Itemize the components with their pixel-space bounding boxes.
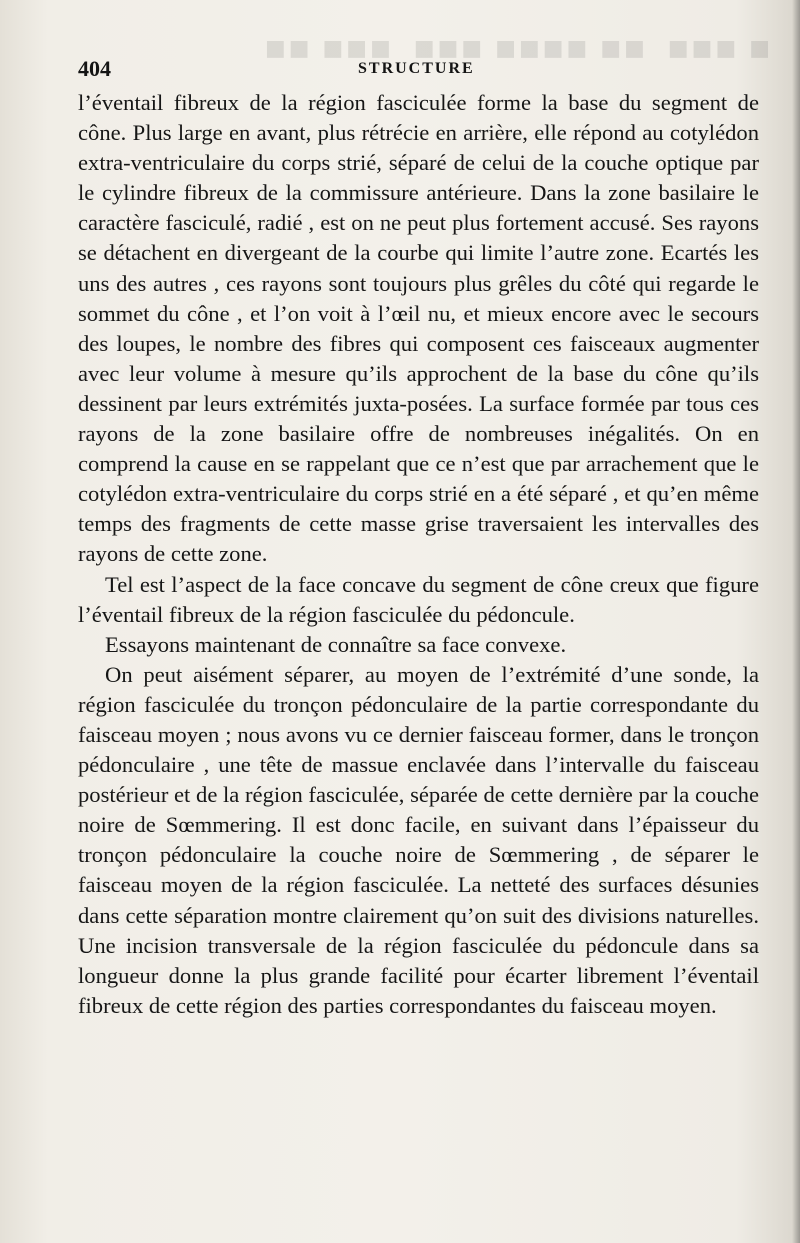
paragraph: On peut aisément séparer, au moyen de l’extrémité d’une sonde, la région fasciculée du tronçon pédonculaire de la partie correspondante du faisceau moyen ; nous avons vu ce dernier faisceau former, dans le tronçon pédonculaire , une tête de massue enclavée dans l’intervalle du faisceau postérieur et de la région fasciculée, séparée de cette dernière par la couche noire de Sœmmering. Il est donc facile, en suivant dans l’épaisseur du tronçon pédonculaire la couche noire de Sœmmering , de séparer le faisceau moyen de la région fasciculée. La netteté des surfaces désunies dans cette séparation montre clairement qu’on suit des divisions naturelles. Une incision transversale de la région fasciculée du pédoncule dans sa longueur donne la plus grande facilité pour écarter librement l’éventail fibreux de cette région des parties correspondantes du faisceau moyen.	[78, 661, 759, 1018]
bleed-through-texture: ■ ■■■ ■■ ■■■■ ■■■ ■■■ ■■	[261, 36, 770, 61]
body-text	[78, 88, 759, 1021]
page-edge-shadow	[792, 0, 800, 1243]
page-number: 404	[78, 56, 111, 81]
paragraph: Tel est l’aspect de la face concave du segment de cône creux que figure l’éventail fibreux de la région fasciculée du pédoncule.	[78, 571, 759, 627]
paragraph: Essayons maintenant de connaître sa face convexe.	[105, 631, 567, 657]
paragraph: l’éventail fibreux de la région fasciculée forme la base du segment de cône. Plus large en avant, plus rétrécie en arrière, elle répond au cotylédon extra-ventriculaire du corps strié, séparé de celui de la couche optique par le cylindre fibreux de la commissure antérieure. Dans la zone basilaire le caractère fasciculé, radié , est on ne peut plus fortement accusé. Ses rayons se détachent en divergeant de la courbe qui limite l’autre zone. Ecartés les uns des autres , ces rayons sont toujours plus grêles du côté qui regarde le sommet du cône , et l’on voit à l’œil nu, et mieux encore avec le secours des loupes, le nombre des fibres qui composent ces faisceaux augmenter avec leur volume à mesure qu’ils approchent de la base du cône qu’ils dessinent par leurs extrémités juxta-posées. La surface formée par tous ces rayons de la zone basilaire offre de nombreuses inégalités. On en comprend la cause en se rappelant que ce n’est que par arrachement que le cotylédon extra-ventriculaire du corps strié en a été séparé , et qu’en même temps des fragments de cette masse grise traversaient les intervalles des rayons de cette zone.	[78, 90, 759, 567]
running-head: STRUCTURE	[358, 60, 475, 77]
page-header	[78, 56, 758, 86]
